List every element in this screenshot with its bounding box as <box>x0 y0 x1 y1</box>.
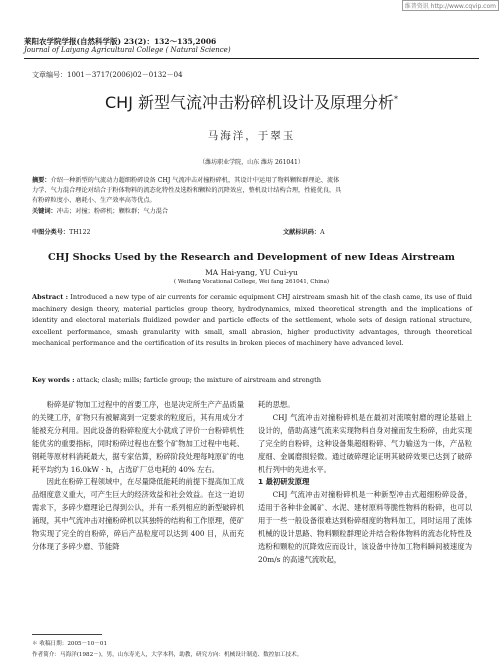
authors-en: MA Hai-yang, YU Cui-yu <box>205 268 298 277</box>
doc-code-label: 文献标识码： <box>283 229 321 236</box>
abstract-cn <box>32 176 472 217</box>
title-cn-text: CHJ 新型气流冲击粉碎机设计及原理分析 <box>104 93 394 112</box>
doc-code-value: A <box>320 229 325 236</box>
body-paragraph: 粉碎是矿物加工过程中的首要工序，也是决定所生产产品质量的关键工序，矿物只有被解离到一定要求的粒度后，其有用成分才能被充分利用。因此设备的粉碎粒度大小就成了评价一台粉碎机性能优劣的重要指标，同时粉碎过程也在整个矿物加工过程中电耗、钢耗等原材料消耗最大，据专家估算，粉碎阶段处理每吨原矿的电耗平均约为 16.0kW · h，占选矿厂总电耗的 40% 左右。 <box>32 400 244 474</box>
abstract-cn-line: 力学、气力混合理论对结合于粉体物料的流态化特性及选粉和颗粒的沉降效应，整机设计结构合理，性能优良，具 <box>32 187 342 195</box>
abstract-cn-label: 摘要： <box>32 177 51 184</box>
watermark: 维普资讯 http://www.cqvip.com <box>402 0 499 11</box>
abstract-en-label: Abstract : <box>32 293 69 301</box>
footnote-author: 作者简介：马海洋(1982－)，男，山东寿光人，大学本科，助教，研究方向：机械设计制造、数控加工技术。 <box>32 652 303 658</box>
keywords-en-text: attack; clash; mills; farticle group; the mixture of airstream and strength <box>76 376 321 384</box>
title-footnote-mark: * <box>394 94 398 104</box>
clc-value: TH122 <box>69 229 91 236</box>
affiliation-cn: （潍坊职业学院，山东 潍坊 261041） <box>199 159 304 166</box>
journal-header-en: Journal of Laiyang Agricultural College ( Natural Science) <box>24 46 231 54</box>
footnote-received: ＊ 收稿日期：2005－10－01 <box>32 641 107 647</box>
journal-header-cn: 莱阳农学院学报(自然科学版) 23(2)：132～135,2006 <box>24 37 217 46</box>
body-column-left <box>32 399 244 554</box>
document-code <box>283 227 325 236</box>
title-cn <box>0 90 503 113</box>
keywords-en <box>32 375 472 385</box>
clc-label: 中图分类号： <box>32 229 70 236</box>
section-heading: 1 最初研发原理 <box>258 477 310 487</box>
keywords-cn-label: 关键词： <box>32 207 57 215</box>
footnote-rule <box>32 634 102 635</box>
affiliation-en: ( Weifang Vocational College, Wei fang 261041, China) <box>173 279 330 285</box>
authors-cn: 马海洋，于翠玉 <box>207 130 296 142</box>
body-paragraph: 耗的思想。 <box>258 400 295 409</box>
abstract-cn-line: 介绍一种新型的气流动力超细粉碎设备 CHJ 气流冲击对撞粉碎机，其设计中运用了物料颗粒群理论、流体 <box>50 177 340 184</box>
body-paragraph: CHJ 气流冲击对撞粉碎机是一种新型冲击式超细粉碎设备，适用于各种非金属矿、水泥、建材原料等脆性物料的粉碎，也可以用于一些一般设备很难达到粉碎细度的物料加工，同时运用了流体机械的设计思路、物料颗粒群理论并结合粉体物料的流态化特性及选粉和颗粒的沉降效应而设计，该设备中待加工物料瞬间被速度为 20m/s 的高速气流吹起， <box>258 490 472 564</box>
title-en: CHJ Shocks Used by the Research and Development of new Ideas Airstream <box>48 252 455 263</box>
body-paragraph: CHJ 气流冲击对撞粉碎机是在最初对流喷射磨的理论基础上设计的，借助高速气流来实现物料自身对撞而发生粉碎，由此实现了完全的自粉碎，这种设备集超细粉碎、气力输送为一体，产品粒度细、金属磨损轻微。通过破碎理论证明其破碎效果已达到了破碎机行列中的先进水平。 <box>258 412 472 474</box>
keywords-cn: 冲击；对撞；粉碎机；颗粒群；气力混合 <box>56 207 169 215</box>
article-number: 文章编号：1001－3717(2006)02－0132－04 <box>32 71 183 79</box>
body-paragraph: 因此在粉碎工程领域中，在尽量降低能耗的前提下提高加工成品细度意义重大，可产生巨大的经济效益和社会效益。在这一迫切需求下，多碎少磨理论已得到公认，并有一系列相应的新型破碎机涌现，其中气流冲击对撞粉碎机以其独特的结构和工作原理，使矿物实现了完全的自粉碎，碎后产品粒度可以达到 400 目，从而充分体现了多碎少磨、节能降 <box>32 477 244 551</box>
abstract-en <box>32 292 472 350</box>
abstract-cn-line: 有粉碎粒度小、磨耗小、生产效率高等优点。 <box>32 197 156 205</box>
header-rule <box>24 58 479 59</box>
keywords-en-label: Key words : <box>32 376 75 384</box>
abstract-en-text: Introduced a new type of air currents for ceramic equipment CHJ airstream smash hit of the clash came, its use of fluid machinery design theory, material particles group theory, hydrodynamics, mixed theoretical strength and the implications of identity and electoral materials fluidized powder and particle effects of the settlement, whole sets of design rational structure, excellent performance, smash granularity with small, small abrasion, higher productivity advantages, through theoretical mechanical performance and the certification of its results in broken pieces of machinery have advanced level. <box>32 293 473 347</box>
body-column-right <box>258 399 472 567</box>
